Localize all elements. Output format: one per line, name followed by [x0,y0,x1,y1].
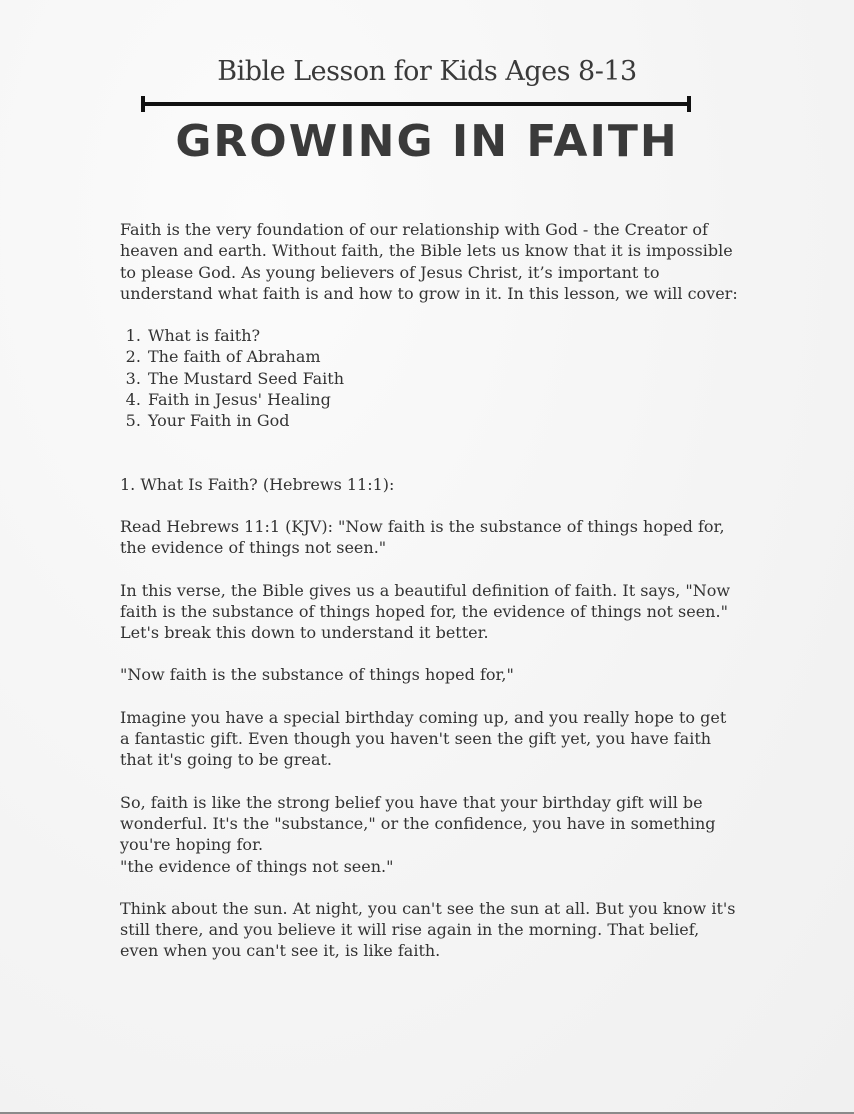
definition-paragraph: In this verse, the Bible gives us a beautiful definition of faith. It says, "Now faith is the substance of things hoped for, the evidence of things not seen." Let's break this down to understand it better. [120,580,731,643]
divider-cap-right [687,96,691,112]
substance-paragraph: So, faith is like the strong belief you have that your birthday gift will be wonderful. It's the "substance," or the confidence, you have in something you're hoping for. [120,792,716,855]
verse-paragraph: Read Hebrews 11:1 (KJV): "Now faith is the substance of things hoped for, the evidence of things not seen." [120,516,725,558]
sun-paragraph: Think about the sun. At night, you can't see the sun at all. But you know it's still there, and you believe it will rise again in the morning. That belief, even when you can't see it, is like faith. [120,898,736,961]
intro-paragraph: Faith is the very foundation of our relationship with God - the Creator of heaven and earth. Without faith, the Bible lets us know that it is impossible to please God. As young believers of Jesus Christ, it’s important to understand what faith is and how to grow in it. In this lesson, we will cover: [120,220,738,303]
topic-item: 5. Your Faith in God [146,410,740,431]
topic-item: 1. What is faith? [146,325,740,346]
topic-list [120,325,740,431]
quote-evidence: "the evidence of things not seen." [120,856,394,876]
lesson-subtitle: Bible Lesson for Kids Ages 8-13 [217,56,637,87]
section-heading: 1. What Is Faith? (Hebrews 11:1): [120,474,395,494]
header-divider [143,102,690,106]
birthday-paragraph: Imagine you have a special birthday coming up, and you really hope to get a fantastic gift. Even though you haven't seen the gift yet, you have faith that it's going to be great. [120,707,727,770]
lesson-title: GROWING IN FAITH [175,116,679,167]
topic-item: 3. The Mustard Seed Faith [146,368,740,389]
topic-item: 4. Faith in Jesus' Healing [146,389,740,410]
lesson-body [120,219,740,983]
quote-substance: "Now faith is the substance of things hoped for," [120,665,514,685]
topic-item: 2. The faith of Abraham [146,346,740,367]
